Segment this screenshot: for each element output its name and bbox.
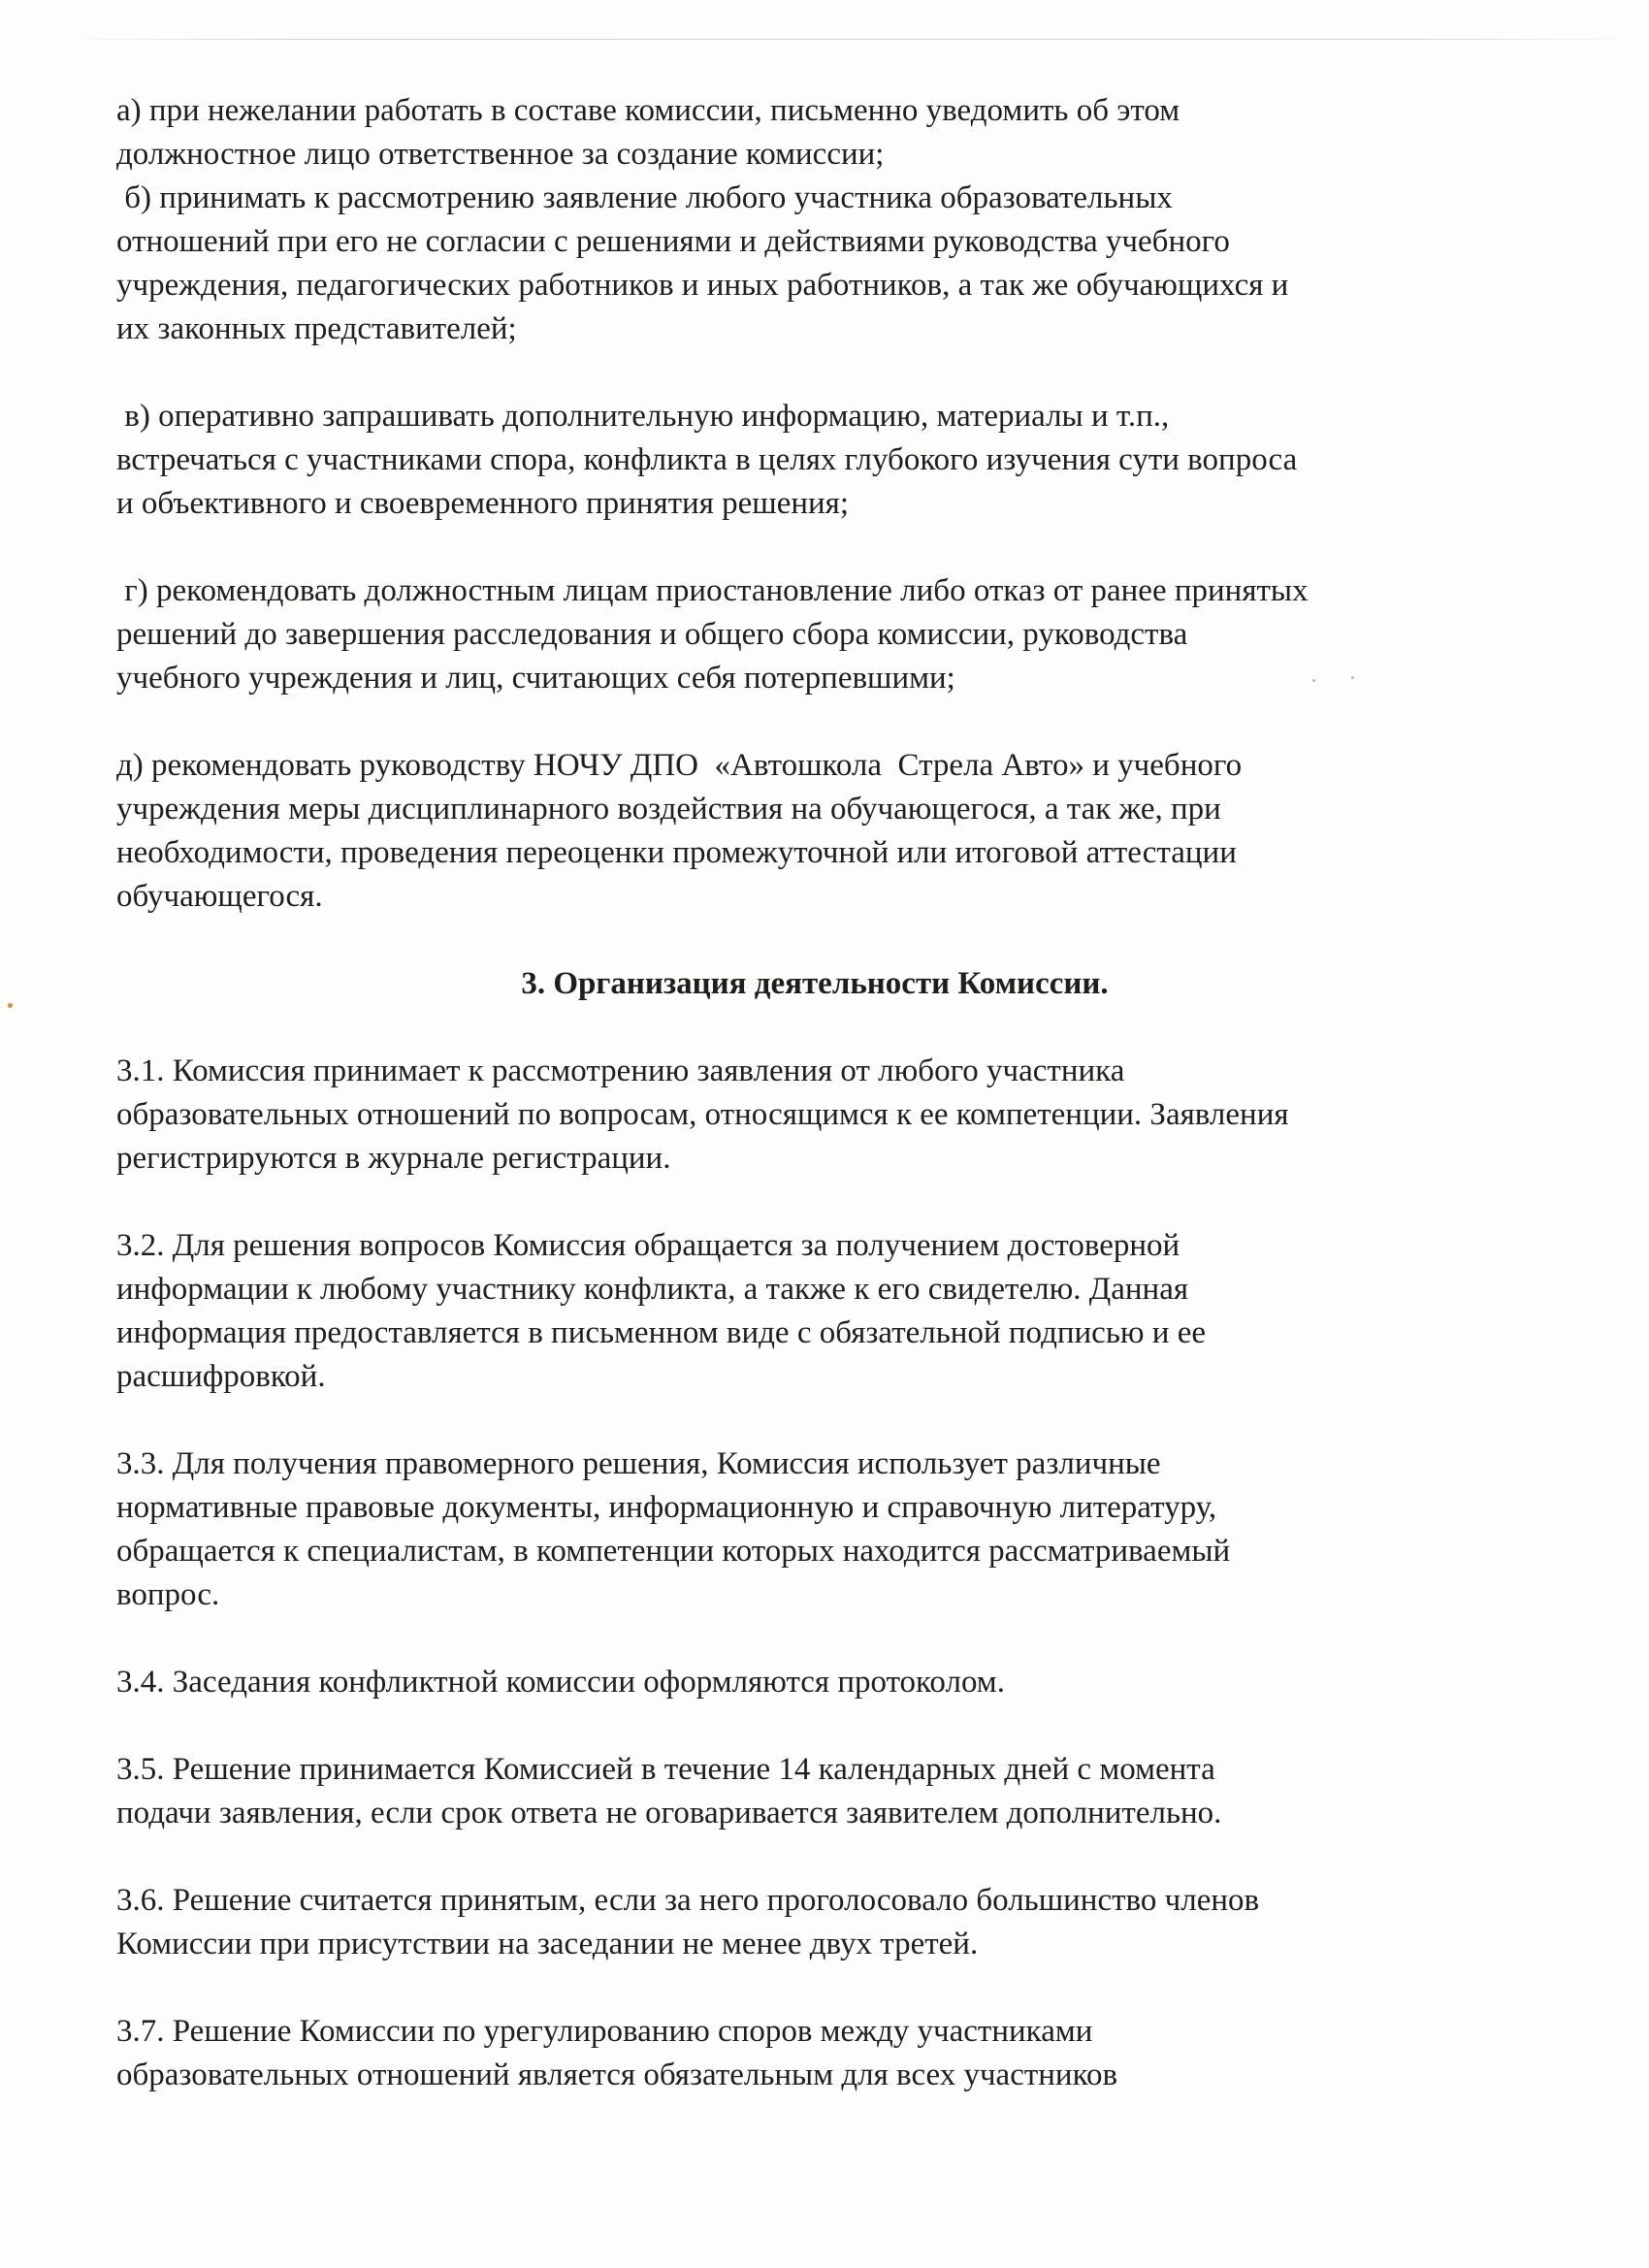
text-line: 3.1. Комиссия принимает к рассмотрению заявления от любого участника bbox=[116, 1053, 1125, 1088]
text-line: учреждения меры дисциплинарного воздействия на обучающегося, а так же, при bbox=[116, 792, 1221, 826]
text-line: информации к любому участнику конфликта, а также к его свидетелю. Данная bbox=[116, 1272, 1189, 1307]
text-line: образовательных отношений является обязательным для всех участников bbox=[116, 2057, 1118, 2092]
text-line: Комиссии при присутствии на заседании не менее двух третей. bbox=[116, 1927, 979, 1961]
paragraph-3-4 bbox=[116, 1661, 1552, 1704]
text-line: обращается к специалистам, в компетенции которых находится рассматриваемый bbox=[116, 1534, 1231, 1569]
text-line: 3.6. Решение считается принятым, если за него проголосовало большинство членов bbox=[116, 1883, 1260, 1918]
text-line: 3.2. Для решения вопросов Комиссия обращается за получением достоверной bbox=[116, 1228, 1180, 1263]
text-line: встречаться с участниками спора, конфликта в целях глубокого изучения сути вопроса bbox=[116, 442, 1298, 477]
paragraph-a bbox=[116, 89, 1552, 177]
paragraph-3-2 bbox=[116, 1224, 1552, 1399]
text-line: учебного учреждения и лиц, считающих себя потерпевшими; bbox=[116, 661, 955, 696]
scan-mark bbox=[8, 1003, 13, 1008]
text-line: учреждения, педагогических работников и иных работников, а так же обучающихся и bbox=[116, 268, 1289, 303]
paragraph-3-5 bbox=[116, 1748, 1552, 1835]
text-line: б) принимать к рассмотрению заявление любого участника образовательных bbox=[116, 180, 1173, 215]
paragraph-v bbox=[116, 395, 1552, 526]
text-line: 3.4. Заседания конфликтной комиссии оформляются протоколом. bbox=[116, 1665, 1005, 1700]
text-line: 3.3. Для получения правомерного решения, Комиссия использует различные bbox=[116, 1446, 1161, 1481]
text-line: решений до завершения расследования и общего сбора комиссии, руководства bbox=[116, 617, 1188, 652]
scan-edge-line bbox=[53, 39, 1644, 40]
paragraph-d bbox=[116, 744, 1552, 919]
paragraph-g bbox=[116, 569, 1552, 700]
text-line: отношений при его не согласии с решениями и действиями руководства учебного bbox=[116, 224, 1230, 259]
paragraph-3-7 bbox=[116, 2010, 1552, 2097]
text-line: информация предоставляется в письменном виде с обязательной подписью и ее bbox=[116, 1315, 1206, 1350]
text-line: а) при нежелании работать в составе комиссии, письменно уведомить об этом bbox=[116, 93, 1180, 128]
text-line: обучающегося. bbox=[116, 879, 323, 914]
text-line: 3.5. Решение принимается Комиссией в течение 14 календарных дней с момента bbox=[116, 1752, 1215, 1787]
paragraph-3-1 bbox=[116, 1050, 1552, 1181]
text-line: нормативные правовые документы, информационную и справочную литературу, bbox=[116, 1490, 1217, 1525]
text-line: должностное лицо ответственное за создание комиссии; bbox=[116, 137, 885, 172]
text-line: необходимости, проведения переоценки промежуточной или итоговой аттестации bbox=[116, 835, 1237, 870]
text-line: подачи заявления, если срок ответа не оговаривается заявителем дополнительно. bbox=[116, 1796, 1222, 1831]
paragraph-3-3 bbox=[116, 1442, 1552, 1617]
text-line: расшифровкой. bbox=[116, 1359, 326, 1394]
text-line: регистрируются в журнале регистрации. bbox=[116, 1141, 671, 1176]
text-line: в) оперативно запрашивать дополнительную информацию, материалы и т.п., bbox=[116, 399, 1170, 434]
text-line: д) рекомендовать руководству НОЧУ ДПО «Автошкола Стрела Авто» и учебного bbox=[116, 748, 1243, 783]
text-line: вопрос. bbox=[116, 1577, 220, 1612]
document-body bbox=[116, 89, 1552, 2141]
text-line: 3.7. Решение Комиссии по урегулированию споров между участниками bbox=[116, 2014, 1093, 2049]
text-line: г) рекомендовать должностным лицам приостановление либо отказ от ранее принятых bbox=[116, 573, 1309, 608]
text-line: их законных представителей; bbox=[116, 311, 517, 346]
paragraph-b bbox=[116, 177, 1552, 351]
text-line: и объективного и своевременного принятия решения; bbox=[116, 486, 850, 521]
text-line: образовательных отношений по вопросам, относящимся к ее компетенции. Заявления bbox=[116, 1097, 1289, 1132]
paragraph-3-6 bbox=[116, 1879, 1552, 1966]
section-heading: 3. Организация деятельности Комиссии. bbox=[521, 966, 1109, 1001]
